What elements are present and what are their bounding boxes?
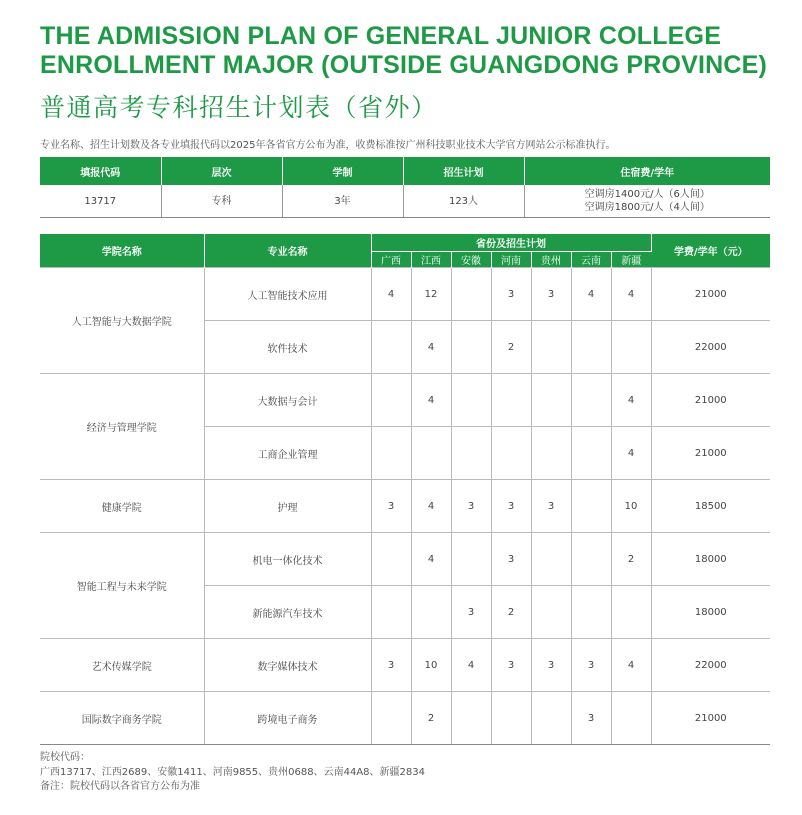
plan-count [491, 692, 531, 745]
plan-count [491, 427, 531, 480]
plan-count [371, 533, 411, 586]
plan-count: 4 [451, 639, 491, 692]
summary-header-fee: 住宿费/学年 [524, 157, 770, 185]
college-name: 智能工程与未来学院 [40, 533, 204, 639]
plan-count: 4 [411, 480, 451, 533]
tuition-fee: 18500 [651, 480, 770, 533]
plan-count [451, 268, 491, 321]
title-en-line2: ENROLLMENT MAJOR (OUTSIDE GUANGDONG PROVINCE) [40, 51, 768, 79]
plan-count: 2 [611, 533, 651, 586]
plan-count [571, 374, 611, 427]
tuition-fee: 21000 [651, 374, 770, 427]
plan-count: 3 [531, 480, 571, 533]
title-en-line1: THE ADMISSION PLAN OF GENERAL JUNIOR COLLEGE [40, 22, 722, 50]
major-name: 新能源汽车技术 [204, 586, 371, 639]
plan-count [611, 586, 651, 639]
plan-header-fee: 学费/学年（元） [651, 234, 770, 268]
plan-table [40, 234, 770, 745]
page-title-cn: 普通高考专科招生计划表（省外） [40, 93, 438, 122]
major-name: 软件技术 [204, 321, 371, 374]
plan-count [411, 427, 451, 480]
summary-header-code: 填报代码 [40, 157, 161, 185]
plan-count: 4 [411, 533, 451, 586]
plan-count [531, 586, 571, 639]
plan-header-provinces-group: 省份及招生计划 [371, 234, 651, 252]
plan-count: 3 [491, 639, 531, 692]
plan-count [571, 427, 611, 480]
summary-header-level: 层次 [161, 157, 282, 185]
plan-count [451, 692, 491, 745]
plan-count [611, 321, 651, 374]
summary-fee-line2: 空调房1800元/人（4人间） [584, 202, 710, 213]
plan-count [531, 374, 571, 427]
summary-table [40, 157, 770, 218]
summary-header-duration: 学制 [282, 157, 403, 185]
plan-count [371, 692, 411, 745]
plan-count: 3 [371, 480, 411, 533]
plan-count [571, 480, 611, 533]
major-name: 机电一体化技术 [204, 533, 371, 586]
major-name: 大数据与会计 [204, 374, 371, 427]
major-name: 护理 [204, 480, 371, 533]
table-row [40, 639, 770, 692]
plan-count: 4 [611, 268, 651, 321]
tuition-fee: 21000 [651, 268, 770, 321]
plan-count [491, 374, 531, 427]
plan-count: 2 [491, 321, 531, 374]
plan-count [531, 533, 571, 586]
plan-count: 3 [491, 533, 531, 586]
plan-count [531, 321, 571, 374]
summary-level: 专科 [161, 185, 282, 218]
plan-count [571, 321, 611, 374]
header-note: 专业名称、招生计划数及各专业填报代码以2025年各省官方公布为准，收费标准按广州科技职业技术大学官方网站公示标准执行。 [40, 140, 616, 151]
plan-count: 12 [411, 268, 451, 321]
footer-line1: 院校代码： [40, 752, 90, 763]
province-header: 广西 [371, 252, 411, 268]
college-name: 人工智能与大数据学院 [40, 268, 204, 374]
plan-count [451, 533, 491, 586]
plan-count [571, 533, 611, 586]
table-row [40, 692, 770, 745]
tuition-fee: 22000 [651, 321, 770, 374]
plan-count: 4 [611, 639, 651, 692]
footer-notes [40, 751, 425, 795]
major-name: 工商企业管理 [204, 427, 371, 480]
plan-count: 3 [571, 639, 611, 692]
table-row [40, 480, 770, 533]
summary-header-plan: 招生计划 [403, 157, 524, 185]
summary-plan: 123人 [403, 185, 524, 218]
page-title-en [40, 22, 780, 80]
province-header: 云南 [571, 252, 611, 268]
plan-count: 3 [531, 268, 571, 321]
province-header: 贵州 [531, 252, 571, 268]
summary-fee [524, 185, 770, 218]
plan-count: 2 [491, 586, 531, 639]
major-name: 人工智能技术应用 [204, 268, 371, 321]
table-row [40, 533, 770, 586]
tuition-fee: 21000 [651, 692, 770, 745]
major-name: 数字媒体技术 [204, 639, 371, 692]
province-header: 新疆 [611, 252, 651, 268]
college-name: 艺术传媒学院 [40, 639, 204, 692]
plan-count: 2 [411, 692, 451, 745]
plan-count [371, 427, 411, 480]
plan-count [371, 586, 411, 639]
plan-count [531, 427, 571, 480]
tuition-fee: 21000 [651, 427, 770, 480]
college-name: 健康学院 [40, 480, 204, 533]
plan-count: 3 [531, 639, 571, 692]
plan-count: 10 [411, 639, 451, 692]
province-header: 江西 [411, 252, 451, 268]
plan-count: 4 [411, 321, 451, 374]
plan-count: 4 [611, 427, 651, 480]
province-header: 安徽 [451, 252, 491, 268]
plan-count [451, 427, 491, 480]
tuition-fee: 22000 [651, 639, 770, 692]
plan-count: 4 [611, 374, 651, 427]
summary-fee-line1: 空调房1400元/人（6人间） [584, 189, 710, 200]
plan-count [371, 374, 411, 427]
summary-code: 13717 [40, 185, 161, 218]
plan-count: 4 [571, 268, 611, 321]
plan-count [411, 586, 451, 639]
plan-count: 3 [491, 268, 531, 321]
plan-count: 3 [451, 586, 491, 639]
major-name: 跨境电子商务 [204, 692, 371, 745]
plan-count [451, 321, 491, 374]
college-name: 国际数字商务学院 [40, 692, 204, 745]
plan-count: 3 [571, 692, 611, 745]
tuition-fee: 18000 [651, 533, 770, 586]
plan-count [451, 374, 491, 427]
plan-count [371, 321, 411, 374]
college-name: 经济与管理学院 [40, 374, 204, 480]
plan-header-college: 学院名称 [40, 234, 204, 268]
summary-duration: 3年 [282, 185, 403, 218]
plan-count [611, 692, 651, 745]
province-header: 河南 [491, 252, 531, 268]
plan-count: 4 [371, 268, 411, 321]
plan-count: 10 [611, 480, 651, 533]
footer-line3: 备注：院校代码以各省官方公布为准 [40, 781, 200, 792]
plan-count [571, 586, 611, 639]
plan-count: 3 [451, 480, 491, 533]
plan-header-major: 专业名称 [204, 234, 371, 268]
footer-line2: 广西13717、江西2689、安徽1411、河南9855、贵州0688、云南44A8、新疆2834 [40, 766, 425, 778]
table-row [40, 268, 770, 321]
plan-count: 3 [371, 639, 411, 692]
tuition-fee: 18000 [651, 586, 770, 639]
plan-count [531, 692, 571, 745]
plan-count: 3 [491, 480, 531, 533]
table-row [40, 374, 770, 427]
plan-count: 4 [411, 374, 451, 427]
